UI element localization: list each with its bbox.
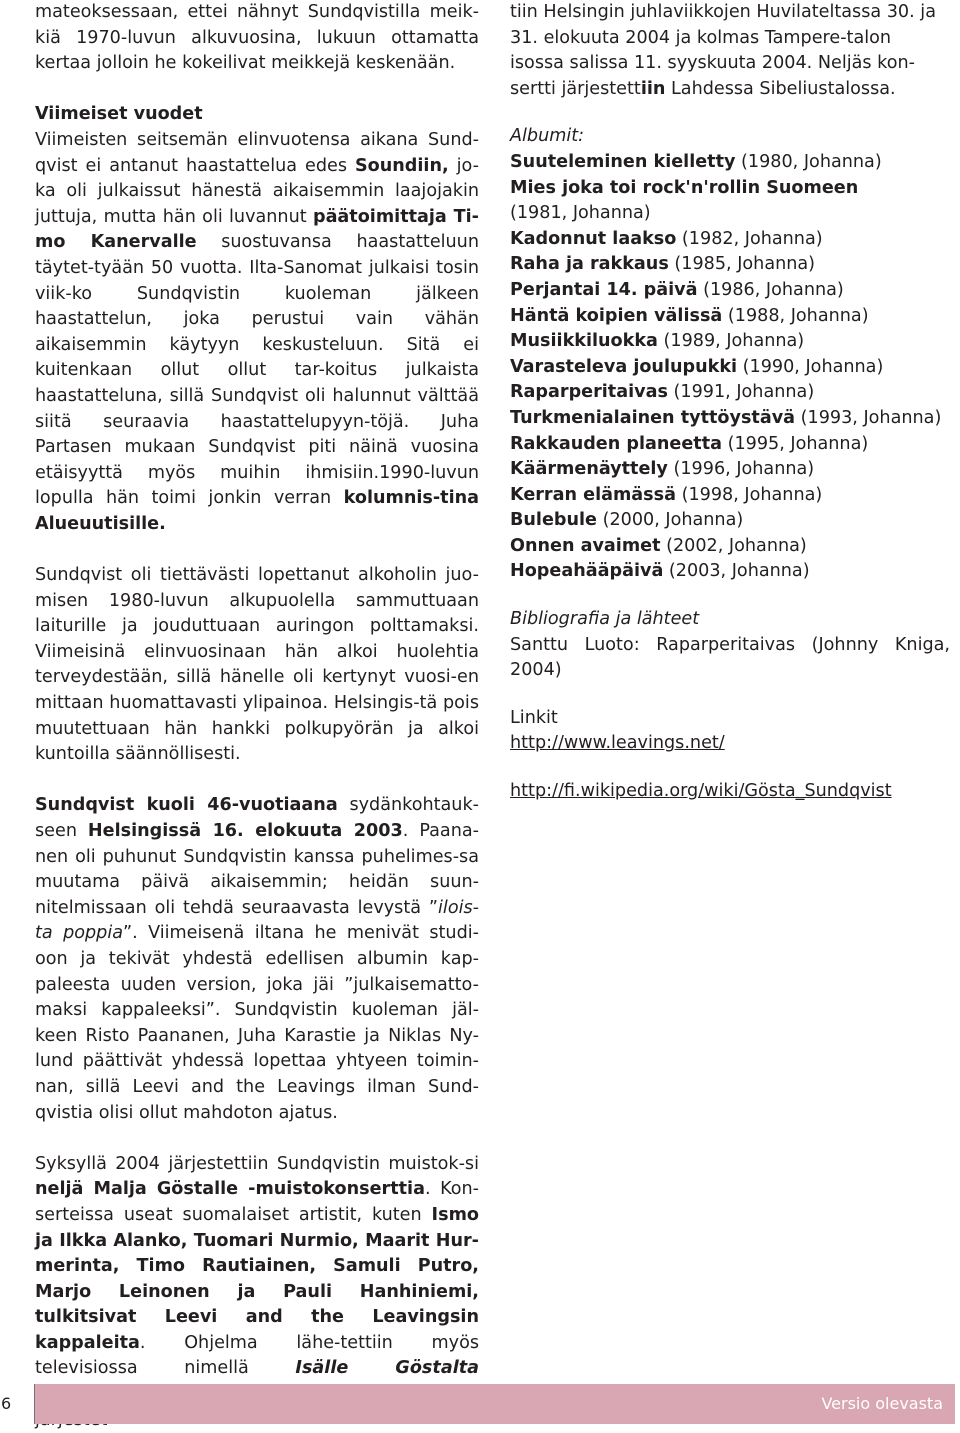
album-item: Rakkauden planeetta (1995, Johanna)	[510, 433, 869, 454]
album-list	[510, 150, 950, 585]
album-item: Varasteleva joulupukki (1990, Johanna)	[510, 356, 884, 377]
albums-heading: Albumit:	[510, 126, 585, 147]
album-item: Musiikkiluokka (1989, Johanna)	[510, 331, 805, 352]
page-footer	[0, 1384, 960, 1424]
paragraph-health: Sundqvist oli tiettävästi lopettanut alkoholin juo-misen 1980-luvun alkupuolella sammuttuaan laiturille ja jouduttuaan auringon polttamaksi. Viimeisinä elinvuosinaan hän alkoi huolehtia terveydestään, sillä hänelle oli kertynyt vuosi-en mittaan huomattavasti ylipainoa. Helsingis-tä pois muutettuaan hän hankki polkupyörän ja alkoi kuntoilla säännöllisesti.	[35, 565, 479, 765]
right-column	[510, 0, 950, 805]
footer-bar	[34, 1384, 955, 1424]
paragraph-intro: mateoksessaan, ettei nähnyt Sundqvistilla meik-kiä 1970-luvun alkuvuosina, lukuun ottamatta kertaa jolloin he kokeilivat meikkejä keskenään.	[35, 2, 479, 74]
album-item: Häntä koipien välissä (1988, Johanna)	[510, 305, 869, 326]
album-item: Hopeahääpäivä (2003, Johanna)	[510, 561, 810, 582]
link-leavings[interactable]: http://www.leavings.net/	[510, 733, 725, 754]
album-item: Käärmenäyttely (1996, Johanna)	[510, 459, 815, 480]
bibliography-entry: Santtu Luoto: Raparperitaivas (Johnny Kniga, 2004)	[510, 634, 950, 681]
album-item: Kerran elämässä (1998, Johanna)	[510, 484, 823, 505]
left-column	[35, 0, 479, 1433]
paragraph-death: Sundqvist kuoli 46-vuotiaana sydänkohtauk-seen Helsingissä 16. elokuuta 2003. Paana-nen oli puhunut Sundqvistin kanssa puhelimes-sa muutama päivä aikaisemmin; heidän suun-nitelmissaan oli tehdä seuraavasta levystä ”ilois-ta poppia”. Viimeisenä iltana he menivät studi-oon ja tekivät yhdestä edellisen albumin kap-paleesta uuden version, joka jäi ”julkaisematto-maksi kappaleeksi”. Sundqvistin kuoleman jäl-keen Risto Paananen, Juha Karastie ja Niklas Ny-lund päättivät yhdessä lopettaa yhtyeen toimin-nan, sillä Leevi and the Leavings ilman Sund-qvistia olisi ollut mahdoton ajatus.	[35, 795, 479, 1123]
link-wikipedia[interactable]: http://fi.wikipedia.org/wiki/Gösta_Sundqvist	[510, 781, 892, 802]
page-number: 6	[1, 1394, 12, 1413]
album-item: Mies joka toi rock'n'rollin Suomeen (1981, Johanna)	[510, 177, 859, 224]
bibliography-heading: Bibliografia ja lähteet	[510, 609, 700, 630]
section-heading-viimeiset-vuodet: Viimeiset vuodet	[35, 104, 203, 125]
links-heading: Linkit	[510, 707, 558, 728]
paragraph-concert-continued: tiin Helsingin juhlaviikkojen Huvilateltassa 30. ja 31. elokuuta 2004 ja kolmas Tampere-talon isossa salissa 11. syyskuuta 2004. Neljäs kon-sertti järjestettiin Lahdessa Sibeliustalossa.	[510, 2, 936, 99]
paragraph-memorial-concerts: Syksyllä 2004 järjestettiin Sundqvistin muistok-si neljä Malja Göstalle -muistokonserttia. Kon-serteissa useat suomalaiset artistit, kuten Ismo ja Ilkka Alanko, Tuomari Nurmio, Maarit Hur-merinta, Timo Rautiainen, Samuli Putro, Marjo Leinonen ja Pauli Hanhiniemi, tulkitsivat Leevi and the Leavingsin kappaleita. Ohjelma lähe-tettiin myös televisiossa nimellä Isälle Göstalta	[35, 1153, 480, 1379]
album-item: Perjantai 14. päivä (1986, Johanna)	[510, 279, 844, 300]
album-item: Onnen avaimet (2002, Johanna)	[510, 535, 807, 556]
album-item: Turkmenialainen tyttöystävä (1993, Johanna)	[510, 407, 942, 428]
album-item: Raha ja rakkaus (1985, Johanna)	[510, 254, 816, 275]
album-item: Raparperitaivas (1991, Johanna)	[510, 382, 815, 403]
album-item: Suuteleminen kielletty (1980, Johanna)	[510, 151, 882, 172]
album-item: Bulebule (2000, Johanna)	[510, 510, 744, 531]
album-item: Kadonnut laakso (1982, Johanna)	[510, 228, 823, 249]
paragraph-interview: Viimeisten seitsemän elinvuotensa aikana Sund-qvist ei antanut haastattelua edes Soundiin, jo-ka oli julkaissut hänestä aikaisemmin laajojakin juttuja, mutta hän oli luvannut päätoimittaja Ti-mo Kanervalle suostuvansa haastatteluun täytet-tyään 50 vuotta. Ilta-Sanomat julkaisi tosin viik-ko Sundqvistin kuoleman jälkeen haastattelun, joka perustui vain vähän aikaisemmin käytyyn keskusteluun. Sitä ei kuitenkaan ollut ollut tar-koitus julkaista haastatteluna, sillä Sundqvist oli halunnut välttää siitä seuraavia haastattelupyyn-töjä. Juha Partasen mukaan Sundqvist piti näinä vuosina etäisyyttä myös muihin ihmisiin.1990-luvun lopulla hän toimi jonkin verran kolumnis-tina Alueuutisille.	[35, 129, 479, 534]
footer-label: Versio olevasta	[821, 1394, 943, 1413]
